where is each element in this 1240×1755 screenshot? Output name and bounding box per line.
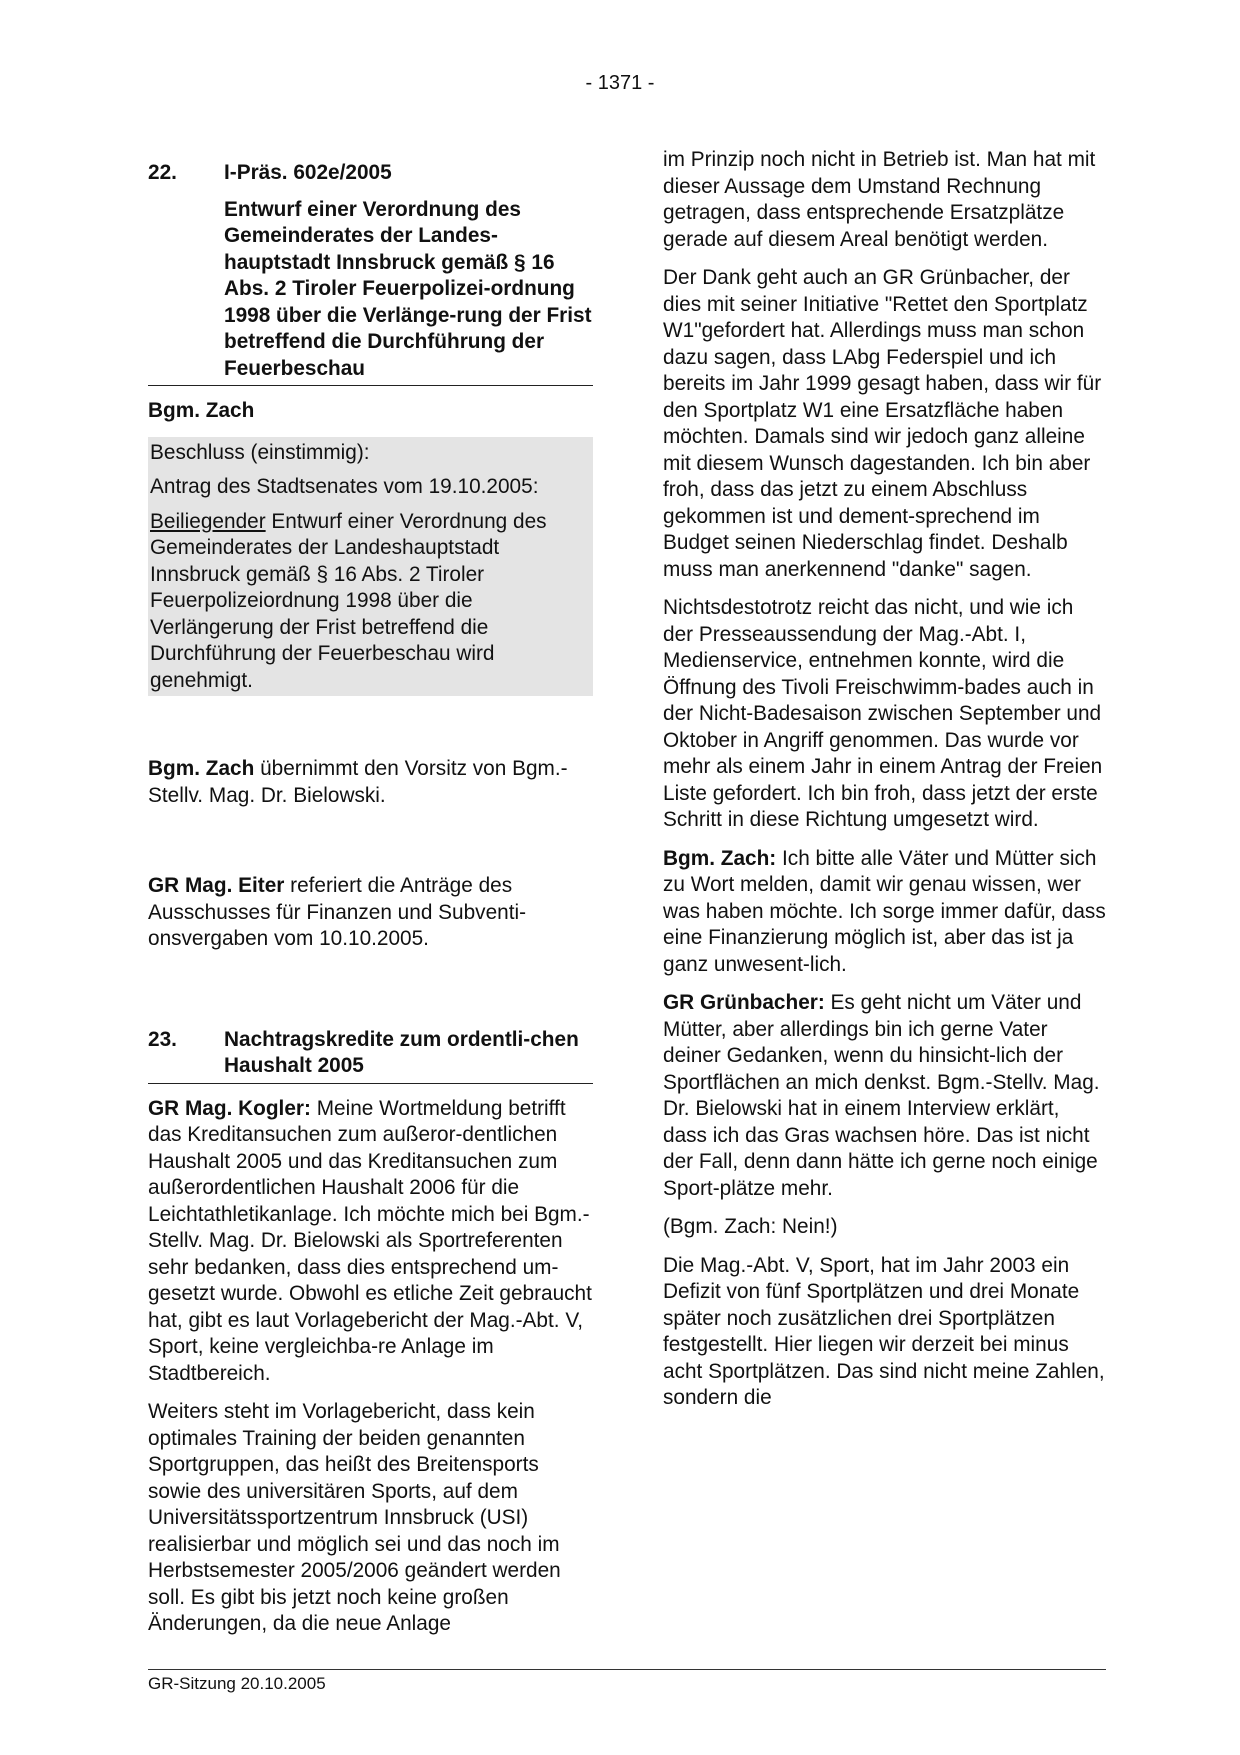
left-column — [148, 160, 593, 1650]
report-paragraph: GR Mag. Eiter referiert die Anträge des Ausschusses für Finanzen und Subventi-onsvergaben vom 10.10.2005. — [148, 874, 527, 950]
chair-paragraph: Bgm. Zach übernimmt den Vorsitz von Bgm.-Stellv. Mag. Dr. Bielowski. — [148, 757, 568, 807]
agenda-item-22 — [148, 160, 593, 386]
resolution-label: Beschluss (einstimmig): — [150, 440, 370, 464]
paragraph: im Prinzip noch nicht in Betrieb ist. Man hat mit dieser Aussage dem Umstand Rechnung getragen, dass entsprechende Ersatzplätze gerade auf diesem Areal benötigt werden. — [663, 148, 1096, 251]
footer-divider — [148, 1669, 1106, 1670]
right-column — [663, 147, 1108, 1424]
footer-text: GR-Sitzung 20.10.2005 — [148, 1674, 326, 1693]
interjection: (Bgm. Zach: Nein!) — [663, 1215, 838, 1238]
item-number: 23. — [148, 1027, 177, 1051]
zach-paragraph: Bgm. Zach: Ich bitte alle Väter und Mütter sich zu Wort melden, damit wir genau wissen, wer was haben möchte. Ich sorge immer dafür, dass eine Finanzierung möglich ist, aber das ist ja ganz unwesent-lich. — [663, 846, 1106, 976]
item-title: Nachtragskredite zum ordentli-chen Haushalt 2005 — [224, 1027, 579, 1077]
gruenbacher-paragraph: GR Grünbacher: Es geht nicht um Väter und Mütter, aber allerdings bin ich gerne Vater deiner Gedanken, wenn du hinsicht-lich der Sportflächen an mich denkst. Bgm.-Stellv. Mag. Dr. Bielowski hat in einem Interview erklärt, dass ich das Gras wachsen höre. Das ist nicht der Fall, denn dann hätte ich gerne noch einige Sport-plätze mehr. — [663, 991, 1100, 1200]
paragraph: Der Dank geht auch an GR Grünbacher, der dies mit seiner Initiative "Rettet den Sportplatz W1"gefordert hat. Allerdings muss man schon dazu sagen, dass LAbg Federspiel und ich bereits im Jahr 1999 gesagt haben, dass wir für den Sportplatz W1 eine Ersatzfläche haben möchten. Damals sind wir jedoch ganz alleine mit diesem Wunsch dagestanden. Ich bin aber froh, dass das jetzt zu einem Abschluss gekommen ist und dement-sprechend im Budget seinen Niederschlag findet. Deshalb muss man anerkennend "danke" sagen. — [663, 266, 1102, 581]
item-number: 22. — [148, 161, 177, 184]
kogler-paragraph-2: Weiters steht im Vorlagebericht, dass kein optimales Training der beiden genannten Sportgruppen, das heißt des Breitensports sowie des universitären Sports, auf dem Universitätssportzentrum Innsbruck (USI) realisierbar und möglich sei und das noch im Herbstsemester 2005/2006 geändert werden soll. Es gibt bis jetzt noch keine großen Änderungen, da die neue Anlage — [148, 1400, 561, 1635]
resolution-box — [148, 437, 593, 697]
item-title: Entwurf einer Verordnung des Gemeinderates der Landes-hauptstadt Innsbruck gemäß § 16 Abs. 2 Tiroler Feuerpolizei-ordnung 1998 über die Verlänge-rung der Frist betreffend die Durchführung der Feuerbeschau — [224, 197, 592, 380]
agenda-item-23 — [148, 1027, 593, 1084]
kogler-paragraph: GR Mag. Kogler: Meine Wortmeldung betrifft das Kreditansuchen zum außeror-dentlichen Haushalt 2005 und das Kreditansuchen zum außerordentlichen Haushalt 2006 für die Leichtathletikanlage. Ich möchte mich bei Bgm.-Stellv. Mag. Dr. Bielowski als Sportreferenten sehr bedanken, dass dies entsprechend um-gesetzt wurde. Obwohl es etliche Zeit gebraucht hat, gibt es laut Vorlagebericht der Mag.-Abt. V, Sport, keine vergleichba-re Anlage im Stadtbereich. — [148, 1096, 592, 1385]
page-number: - 1371 - — [585, 72, 655, 94]
paragraph: Die Mag.-Abt. V, Sport, hat im Jahr 2003 ein Defizit von fünf Sportplätzen und drei Monate später noch zusätzlichen drei Sportplätzen festgestellt. Hier liegen wir derzeit bei minus acht Sportplätzen. Das sind nicht meine Zahlen, sondern die — [663, 1253, 1105, 1409]
resolution-text: Beiliegender Entwurf einer Verordnung des Gemeinderates der Landeshauptstadt Innsbruck gemäß § 16 Abs. 2 Tiroler Feuerpolizeiordnung 1998 über die Verlängerung der Frist betreffend die Durchführung der Feuerbeschau wird genehmigt. — [150, 509, 547, 692]
item-reference: I-Präs. 602e/2005 — [224, 161, 392, 184]
resolution-motion: Antrag des Stadtsenates vom 19.10.2005: — [150, 475, 539, 498]
underlined-word: Beiliegender — [150, 509, 266, 533]
paragraph: Nichtsdestotrotz reicht das nicht, und wie ich der Presseaussendung der Mag.-Abt. I, Medienservice, entnehmen konnte, wird die Öffnung des Tivoli Freischwimm-bades auch in der Nicht-Badesaison zwischen September und Oktober in Angriff genommen. Das wurde vor mehr als einem Jahr in einem Antrag der Freien Liste gefordert. Ich bin froh, dass jetzt der erste Schritt in diese Richtung umgesetzt wird. — [663, 596, 1103, 831]
speaker-heading: Bgm. Zach — [148, 399, 255, 422]
